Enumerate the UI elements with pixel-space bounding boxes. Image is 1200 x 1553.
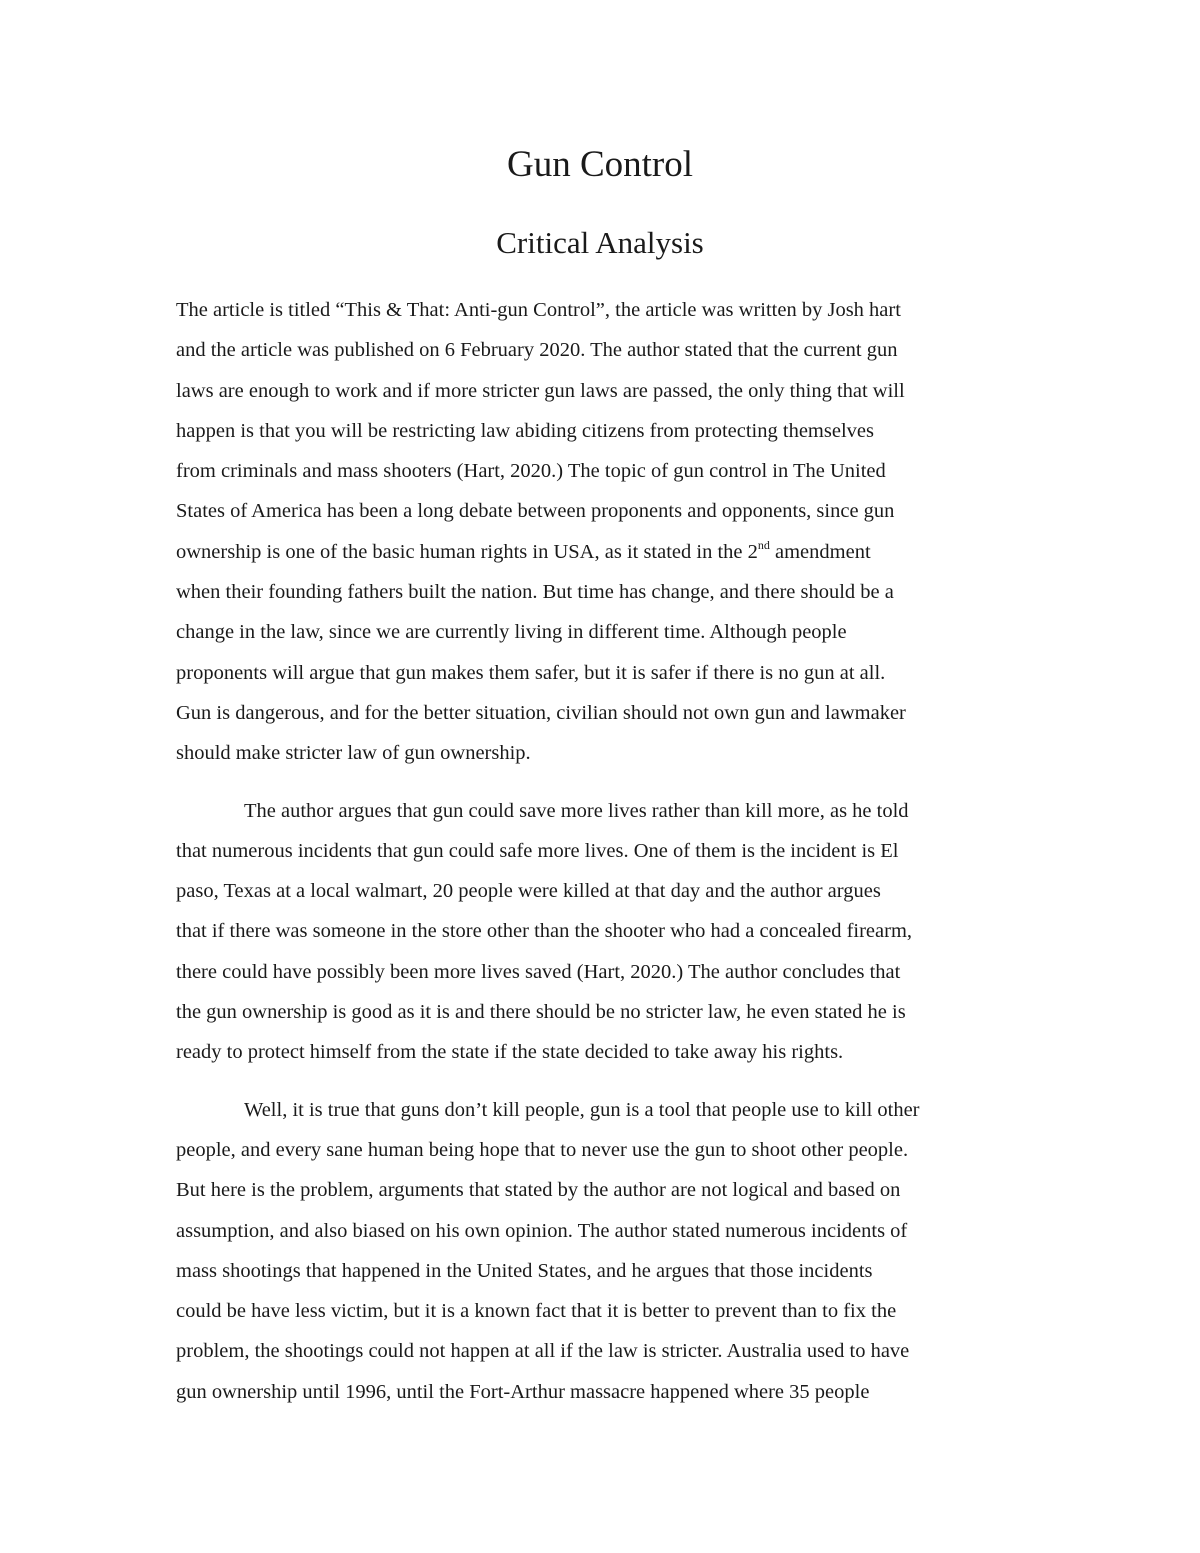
- paragraph-line: happen is that you will be restricting law abiding citizens from protecting themselves: [176, 419, 874, 442]
- paragraph-line: the gun ownership is good as it is and there should be no stricter law, he even stated he is: [176, 1001, 906, 1024]
- paragraph-line: problem, the shootings could not happen at all if the law is stricter. Australia used to have: [176, 1340, 910, 1363]
- paragraph-line: Gun is dangerous, and for the better situation, civilian should not own gun and lawmaker: [176, 701, 906, 724]
- paragraph-line: change in the law, since we are currently living in different time. Although people: [176, 621, 847, 644]
- paragraph-line: from criminals and mass shooters (Hart, 2020.) The topic of gun control in The United: [176, 460, 886, 483]
- paragraph-2: [176, 791, 1056, 1073]
- document-body: [176, 290, 1056, 1412]
- document-title: Gun Control: [506, 144, 694, 185]
- paragraph-line: that numerous incidents that gun could safe more lives. One of them is the incident is El: [176, 839, 899, 862]
- paragraph-line: when their founding fathers built the nation. But time has change, and there should be a: [176, 581, 894, 604]
- paragraph-line: proponents will argue that gun makes them safer, but it is safer if there is no gun at all.: [176, 661, 886, 684]
- paragraph-line: that if there was someone in the store other than the shooter who had a concealed firearm,: [176, 920, 913, 943]
- line-text: ownership is one of the basic human rights in USA, as it stated in the 2: [176, 540, 758, 563]
- paragraph-spacing: [176, 1073, 1056, 1090]
- paragraph-3: [176, 1090, 1056, 1412]
- paragraph-1: [176, 290, 1056, 774]
- paragraph-line: paso, Texas at a local walmart, 20 people were killed at that day and the author argues: [176, 880, 881, 903]
- paragraph-line: The article is titled “This & That: Anti-gun Control”, the article was written by Josh hart: [176, 299, 901, 321]
- paragraph-line: States of America has been a long debate between proponents and opponents, since gun: [176, 500, 895, 523]
- paragraph-line: The author argues that gun could save more lives rather than kill more, as he told: [244, 799, 909, 822]
- paragraph-line: assumption, and also biased on his own opinion. The author stated numerous incidents of: [176, 1219, 908, 1242]
- paragraph-line: laws are enough to work and if more stricter gun laws are passed, the only thing that will: [176, 379, 905, 402]
- paragraph-line: and the article was published on 6 February 2020. The author stated that the current gun: [176, 339, 898, 362]
- paragraph-line: mass shootings that happened in the United States, and he argues that those incidents: [176, 1259, 873, 1282]
- paragraph-line: people, and every sane human being hope that to never use the gun to shoot other people.: [176, 1138, 909, 1161]
- ordinal-superscript: nd: [757, 537, 770, 552]
- line-text: amendment: [769, 540, 871, 563]
- paragraph-line: gun ownership until 1996, until the Fort-Arthur massacre happened where 35 people: [176, 1380, 870, 1403]
- paragraph-line: Well, it is true that guns don’t kill people, gun is a tool that people use to kill other: [244, 1098, 920, 1121]
- paragraph-line: could be have less victim, but it is a known fact that it is better to prevent than to fix the: [176, 1300, 897, 1323]
- paragraph-line: [176, 532, 1056, 572]
- paragraph-line: ready to protect himself from the state if the state decided to take away his rights.: [176, 1041, 844, 1064]
- paragraph-spacing: [176, 774, 1056, 791]
- document-subtitle: Critical Analysis: [496, 225, 704, 260]
- paragraph-line: But here is the problem, arguments that stated by the author are not logical and based on: [176, 1179, 901, 1202]
- paragraph-line: there could have possibly been more lives saved (Hart, 2020.) The author concludes that: [176, 960, 901, 983]
- paragraph-line: should make stricter law of gun ownership.: [176, 742, 531, 765]
